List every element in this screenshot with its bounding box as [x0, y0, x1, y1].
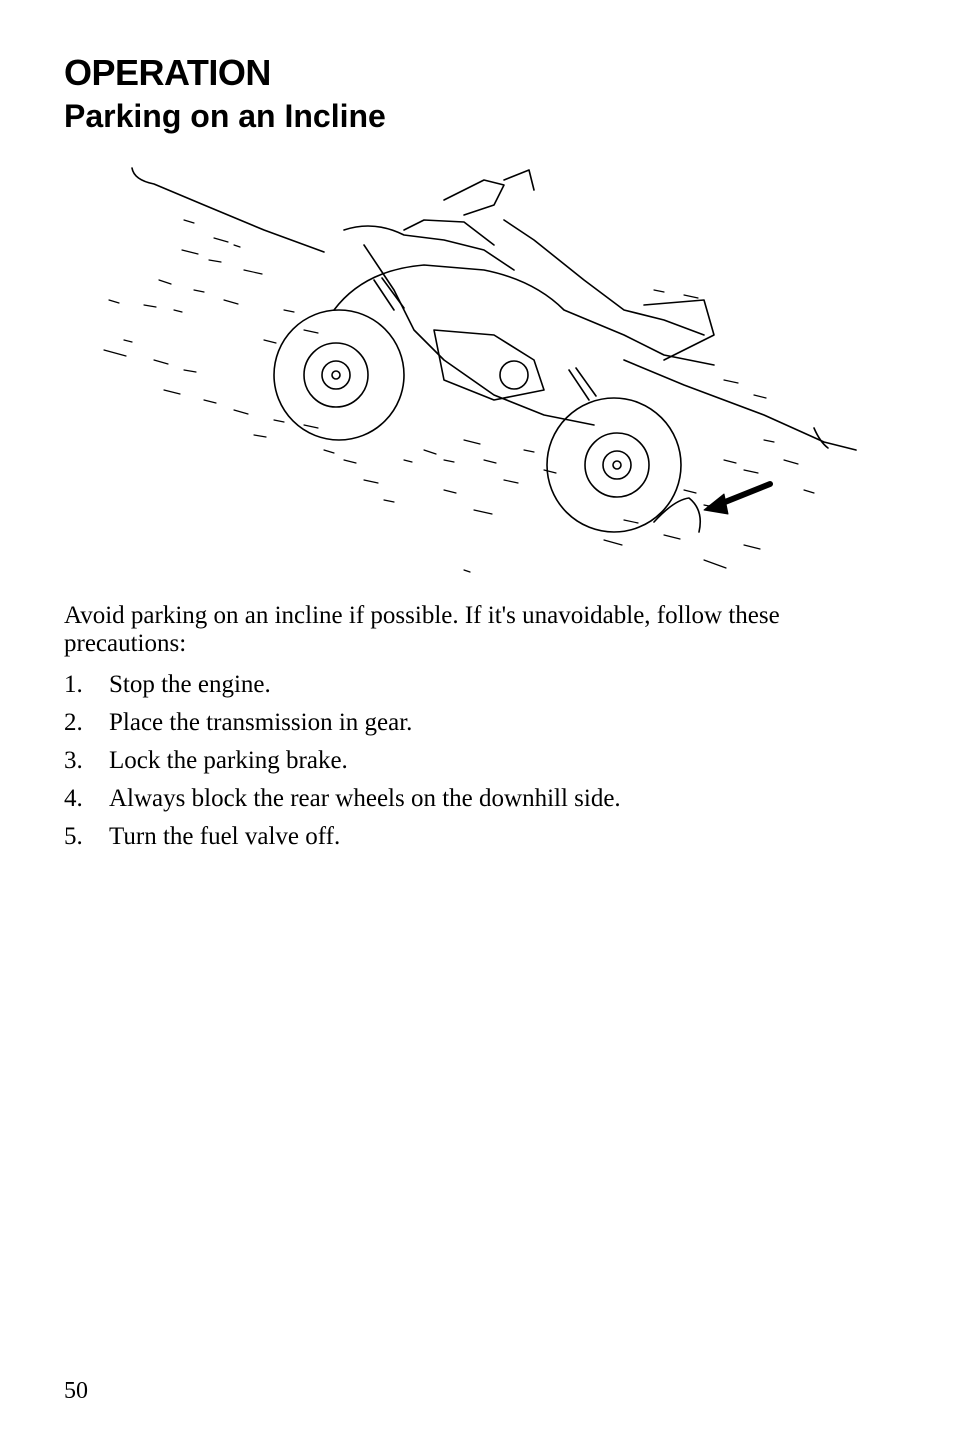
- section-title: OPERATION: [64, 52, 271, 93]
- step-number: 2.: [64, 709, 83, 736]
- list-item: [64, 822, 621, 860]
- page-number: 50: [64, 1378, 88, 1404]
- list-item: [64, 708, 621, 746]
- page-title: Parking on an Incline: [64, 98, 386, 134]
- list-item: [64, 746, 621, 784]
- step-text: Always block the rear wheels on the downhill side.: [109, 785, 621, 812]
- step-number: 4.: [64, 785, 83, 812]
- atv-parked-on-incline-illustration: [104, 168, 856, 572]
- arrow-pointing-to-wheel-block-icon: [704, 484, 770, 514]
- steps-list: [64, 670, 621, 860]
- intro-paragraph: Avoid parking on an incline if possible. If it's unavoidable, follow these precautions:: [64, 602, 780, 657]
- step-number: 5.: [64, 823, 83, 850]
- step-number: 3.: [64, 747, 83, 774]
- step-text: Lock the parking brake.: [109, 747, 348, 774]
- step-text: Turn the fuel valve off.: [109, 823, 341, 850]
- step-number: 1.: [64, 671, 83, 698]
- atv-incline-figure: [64, 160, 864, 580]
- list-item: [64, 784, 621, 822]
- list-item: [64, 670, 621, 708]
- step-text: Stop the engine.: [109, 671, 271, 698]
- step-text: Place the transmission in gear.: [109, 709, 413, 736]
